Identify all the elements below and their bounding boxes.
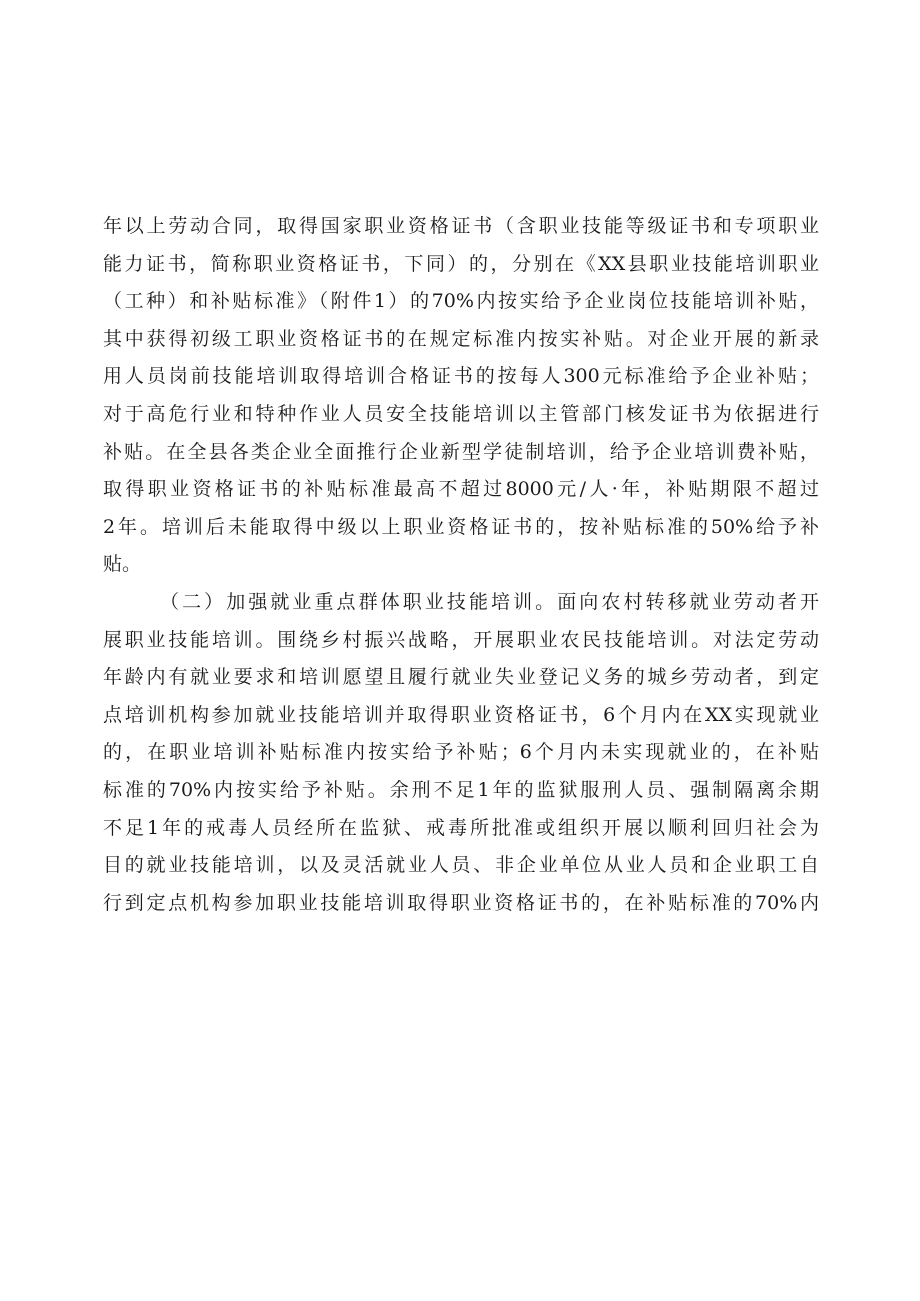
- text-line: 用人员岗前技能培训取得培训合格证书的按每人300元标准给予企业补贴；: [103, 365, 819, 388]
- text-line: 展职业技能培训。围绕乡村振兴战略，开展职业农民技能培训。对法定劳动: [103, 628, 819, 651]
- paragraph-key-groups-training: [103, 584, 819, 922]
- text-line: 目的就业技能培训，以及灵活就业人员、非企业单位从业人员和企业职工自: [103, 854, 819, 877]
- text-line: 取得职业资格证书的补贴标准最高不超过8000元/人·年，补贴期限不超过: [103, 478, 819, 501]
- text-line: 对于高危行业和特种作业人员安全技能培训以主管部门核发证书为依据进行: [103, 402, 819, 425]
- text-line: 2年。培训后未能取得中级以上职业资格证书的，按补贴标准的50%给予补: [103, 515, 819, 538]
- text-line: 的，在职业培训补贴标准内按实给予补贴；6个月内未实现就业的，在补贴: [103, 741, 819, 764]
- text-line: 点培训机构参加就业技能培训并取得职业资格证书，6个月内在XX实现就业: [103, 703, 819, 726]
- text-line: 标准的70%内按实给予补贴。余刑不足1年的监狱服刑人员、强制隔离余期: [103, 778, 819, 801]
- document-body: [103, 208, 819, 922]
- text-line: 贴。: [103, 553, 142, 576]
- paragraph-employer-training-subsidy: [103, 208, 819, 584]
- text-line: 年以上劳动合同，取得国家职业资格证书（含职业技能等级证书和专项职业: [103, 215, 819, 237]
- text-line: 补贴。在全县各类企业全面推行企业新型学徒制培训，给予企业培训费补贴，: [103, 440, 819, 463]
- text-line: 能力证书，简称职业资格证书，下同）的，分别在《XX县职业技能培训职业: [103, 252, 819, 275]
- text-line: 行到定点机构参加职业技能培训取得职业资格证书的，在补贴标准的70%内: [103, 891, 819, 914]
- text-line: （工种）和补贴标准》（附件1）的70%内按实给予企业岗位技能培训补贴，: [103, 290, 819, 313]
- section-heading-line: （二）加强就业重点群体职业技能培训。面向农村转移就业劳动者开: [160, 590, 819, 613]
- text-line: 其中获得初级工职业资格证书的在规定标准内按实补贴。对企业开展的新录: [103, 327, 819, 350]
- text-line: 不足1年的戒毒人员经所在监狱、戒毒所批准或组织开展以顺利回归社会为: [103, 816, 819, 839]
- text-line: 年龄内有就业要求和培训愿望且履行就业失业登记义务的城乡劳动者，到定: [103, 666, 819, 689]
